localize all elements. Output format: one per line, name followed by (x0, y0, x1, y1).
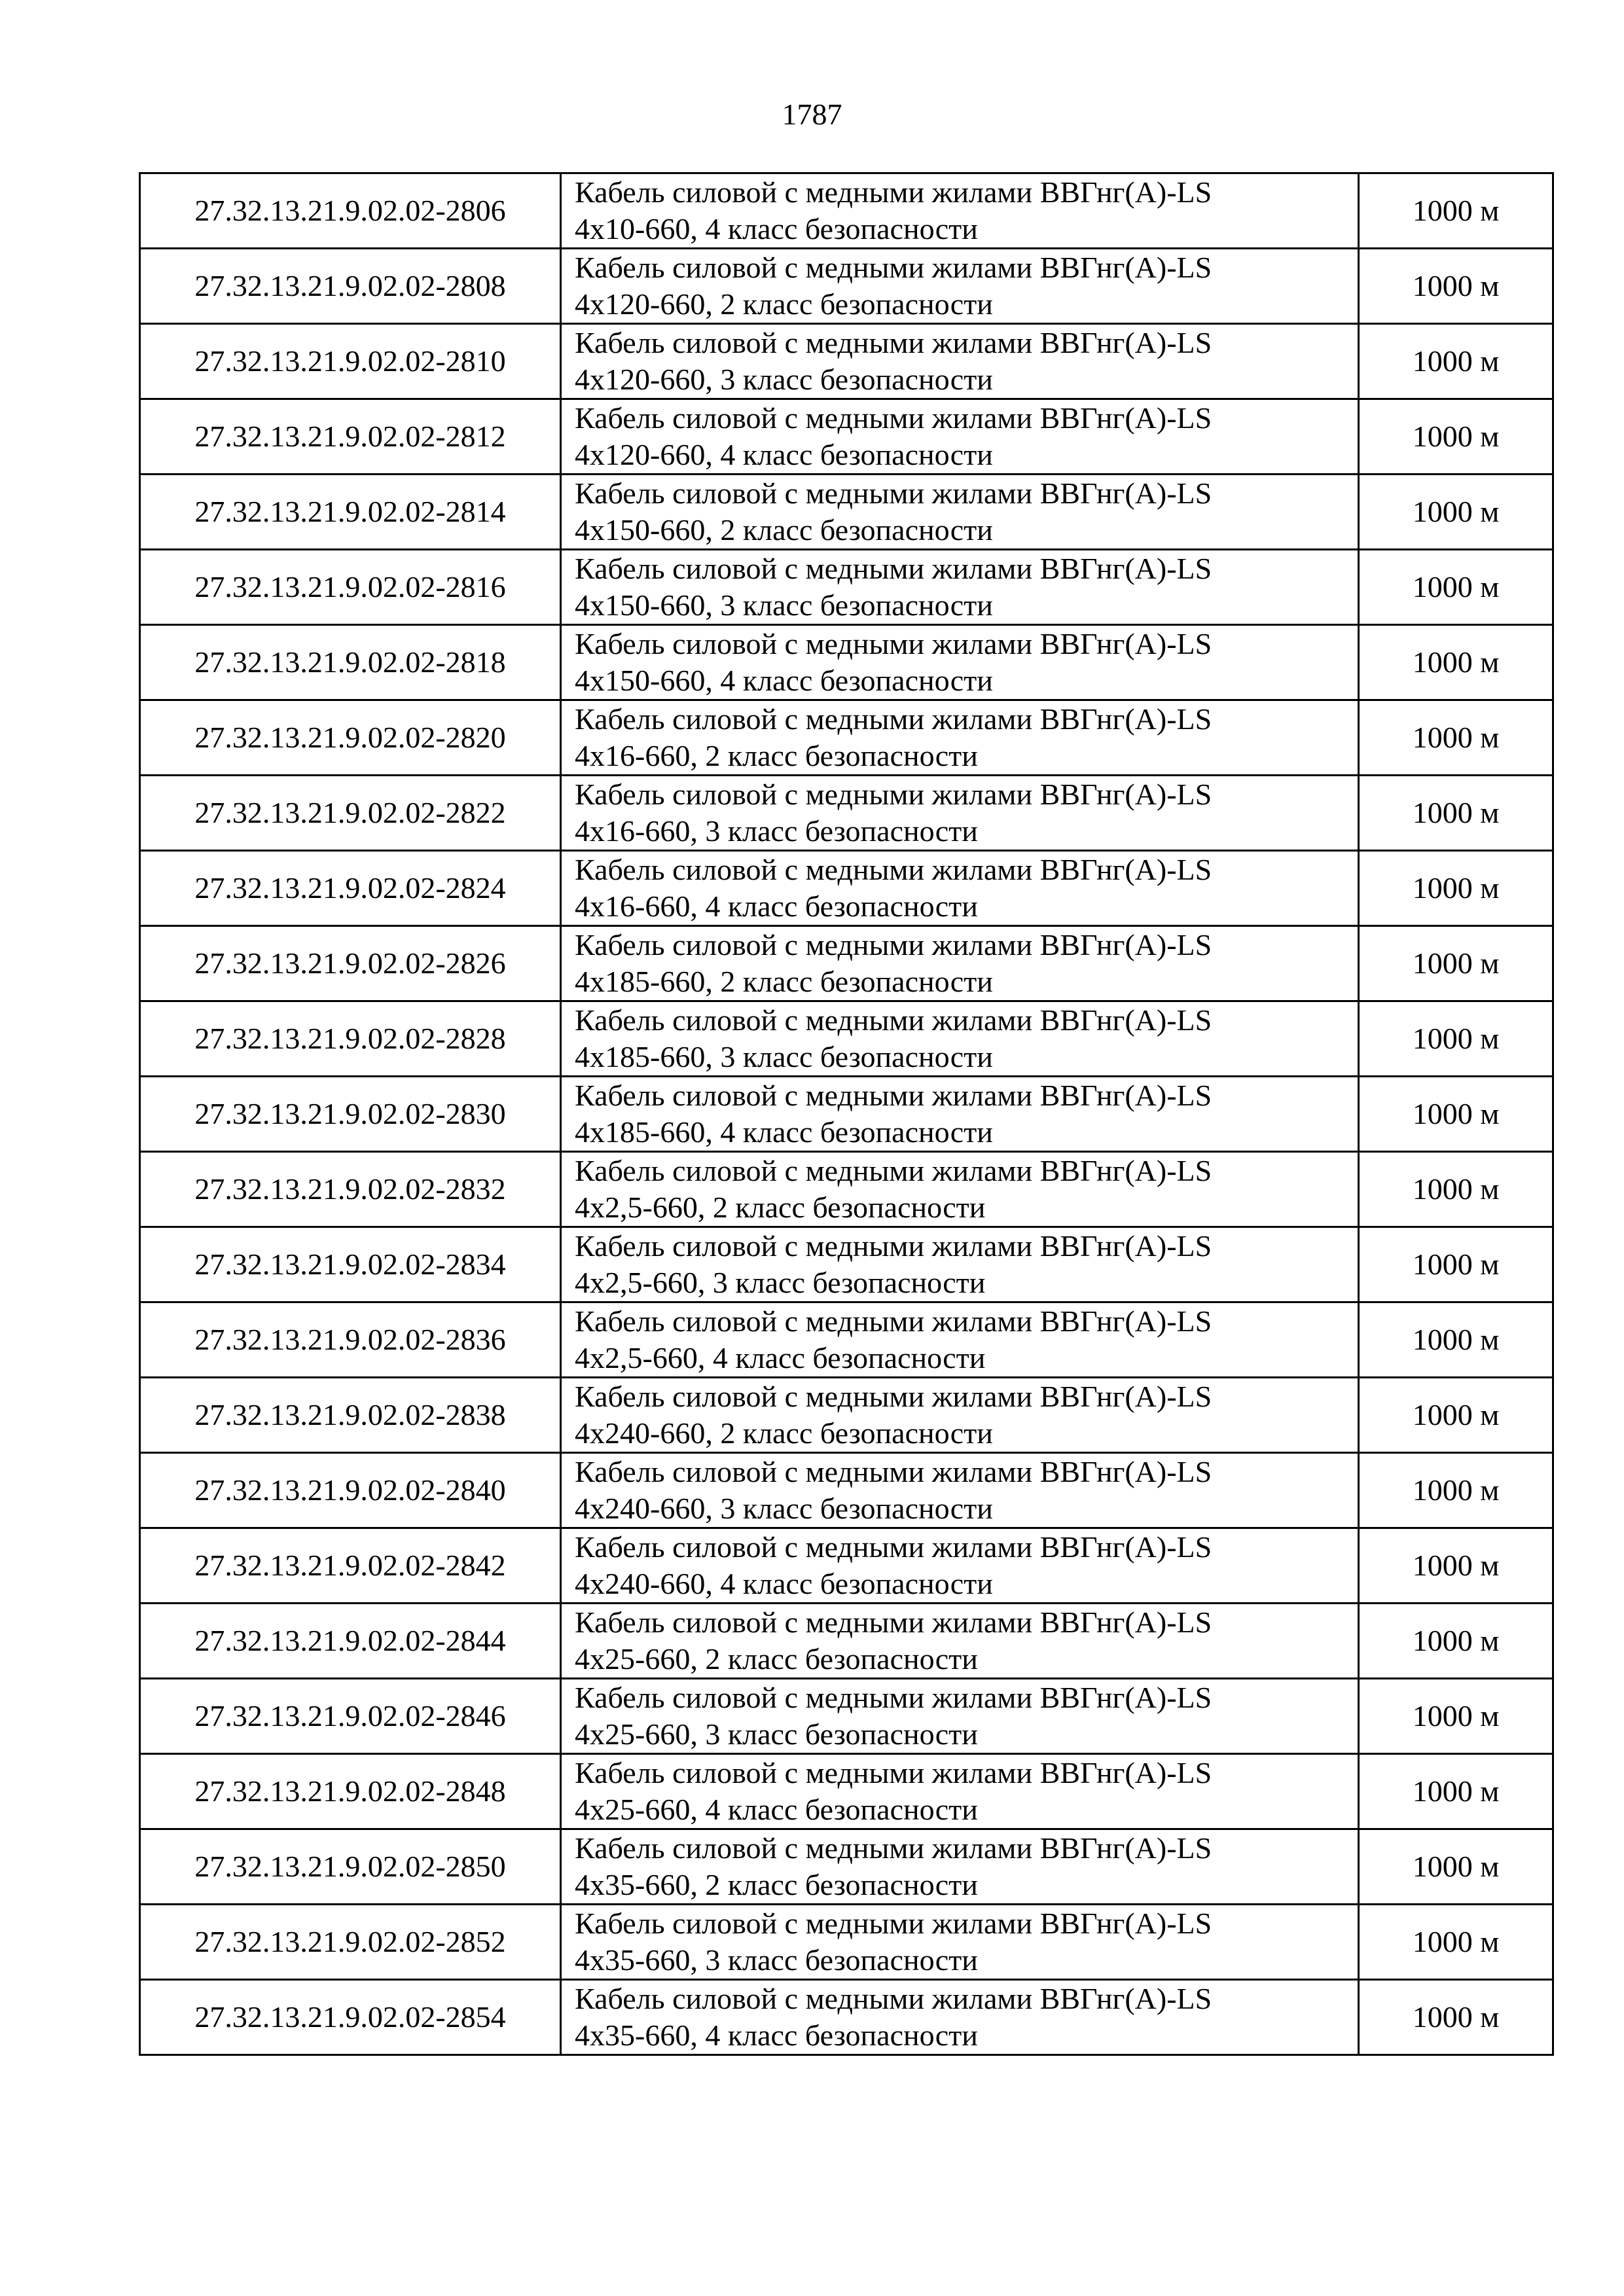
unit-cell: 1000 м (1359, 399, 1553, 475)
resource-code-cell: 27.32.13.21.9.02.02-2824 (140, 851, 561, 926)
resource-code-cell: 27.32.13.21.9.02.02-2848 (140, 1754, 561, 1829)
unit-cell: 1000 м (1359, 851, 1553, 926)
table-row (140, 249, 1553, 324)
resource-name-cell (561, 1905, 1359, 1980)
resource-code-cell: 27.32.13.21.9.02.02-2816 (140, 550, 561, 625)
resource-name-line-1: Кабель силовой с медными жилами ВВГнг(А)-LS (575, 1154, 1212, 1187)
unit-cell: 1000 м (1359, 1001, 1553, 1077)
unit-cell: 1000 м (1359, 1378, 1553, 1453)
resource-name-line-2: 4х2,5-660, 3 класс безопасности (575, 1266, 986, 1299)
table-body (140, 173, 1553, 2055)
resource-code-cell: 27.32.13.21.9.02.02-2842 (140, 1528, 561, 1604)
resource-name-cell (561, 550, 1359, 625)
resource-code-cell: 27.32.13.21.9.02.02-2806 (140, 173, 561, 249)
resource-name-line-1: Кабель силовой с медными жилами ВВГнг(А)-LS (575, 251, 1212, 284)
resource-code-cell: 27.32.13.21.9.02.02-2836 (140, 1302, 561, 1378)
table-row (140, 1378, 1553, 1453)
resource-name-line-1: Кабель силовой с медными жилами ВВГнг(А)-LS (575, 1681, 1212, 1714)
resource-code-cell: 27.32.13.21.9.02.02-2810 (140, 324, 561, 399)
resource-name-cell (561, 700, 1359, 776)
resource-name-cell (561, 1302, 1359, 1378)
unit-cell: 1000 м (1359, 1152, 1553, 1227)
resource-code-cell: 27.32.13.21.9.02.02-2818 (140, 625, 561, 700)
unit-cell: 1000 м (1359, 1754, 1553, 1829)
resource-name-line-1: Кабель силовой с медными жилами ВВГнг(А)-LS (575, 1455, 1212, 1488)
unit-cell: 1000 м (1359, 926, 1553, 1001)
table-row (140, 1528, 1553, 1604)
resource-code-cell: 27.32.13.21.9.02.02-2814 (140, 475, 561, 550)
unit-cell: 1000 м (1359, 1679, 1553, 1754)
resource-name-line-2: 4х185-660, 4 класс безопасности (575, 1115, 993, 1149)
resource-name-line-2: 4х150-660, 3 класс безопасности (575, 588, 993, 622)
unit-cell: 1000 м (1359, 1077, 1553, 1152)
resource-name-line-1: Кабель силовой с медными жилами ВВГнг(А)-LS (575, 1380, 1212, 1413)
resource-name-cell (561, 399, 1359, 475)
resource-name-line-2: 4х2,5-660, 4 класс безопасности (575, 1341, 986, 1374)
resource-name-line-2: 4х35-660, 4 класс безопасности (575, 2018, 978, 2052)
table-row (140, 1829, 1553, 1905)
table-row (140, 173, 1553, 249)
resource-name-line-1: Кабель силовой с медными жилами ВВГнг(А)-LS (575, 1003, 1212, 1037)
table-row (140, 550, 1553, 625)
table-row (140, 926, 1553, 1001)
resource-name-cell (561, 1829, 1359, 1905)
table-row (140, 1905, 1553, 1980)
resource-name-line-2: 4х10-660, 4 класс безопасности (575, 212, 978, 245)
resource-name-line-1: Кабель силовой с медными жилами ВВГнг(А)-LS (575, 1982, 1212, 2015)
resource-name-cell (561, 1453, 1359, 1528)
resource-name-cell (561, 1001, 1359, 1077)
unit-cell: 1000 м (1359, 1980, 1553, 2055)
resource-code-cell: 27.32.13.21.9.02.02-2832 (140, 1152, 561, 1227)
unit-cell: 1000 м (1359, 1302, 1553, 1378)
table-row (140, 1001, 1553, 1077)
table-row (140, 1679, 1553, 1754)
resource-name-line-1: Кабель силовой с медными жилами ВВГнг(А)-LS (575, 1756, 1212, 1789)
resource-name-line-2: 4х240-660, 2 класс безопасности (575, 1416, 993, 1450)
unit-cell: 1000 м (1359, 1905, 1553, 1980)
unit-cell: 1000 м (1359, 1453, 1553, 1528)
resource-name-cell (561, 1604, 1359, 1679)
resource-name-cell (561, 926, 1359, 1001)
resource-code-cell: 27.32.13.21.9.02.02-2850 (140, 1829, 561, 1905)
table-row (140, 1980, 1553, 2055)
table-row (140, 1302, 1553, 1378)
resource-name-line-2: 4х16-660, 2 класс безопасности (575, 739, 978, 772)
table-row (140, 1152, 1553, 1227)
resource-name-cell (561, 249, 1359, 324)
resource-code-cell: 27.32.13.21.9.02.02-2854 (140, 1980, 561, 2055)
resource-code-cell: 27.32.13.21.9.02.02-2826 (140, 926, 561, 1001)
resource-code-cell: 27.32.13.21.9.02.02-2820 (140, 700, 561, 776)
resource-name-line-2: 4х150-660, 2 класс безопасности (575, 513, 993, 547)
resource-name-cell (561, 173, 1359, 249)
unit-cell: 1000 м (1359, 1227, 1553, 1302)
unit-cell: 1000 м (1359, 1829, 1553, 1905)
resource-name-line-1: Кабель силовой с медными жилами ВВГнг(А)-LS (575, 401, 1212, 435)
resource-name-line-2: 4х120-660, 3 класс безопасности (575, 363, 993, 396)
resource-name-line-2: 4х16-660, 4 класс безопасности (575, 889, 978, 923)
unit-cell: 1000 м (1359, 173, 1553, 249)
resource-name-line-2: 4х120-660, 2 класс безопасности (575, 287, 993, 321)
resource-name-cell (561, 1227, 1359, 1302)
resource-name-line-1: Кабель силовой с медными жилами ВВГнг(А)-LS (575, 853, 1212, 886)
resource-name-line-2: 4х185-660, 3 класс безопасности (575, 1040, 993, 1073)
resource-name-cell (561, 1528, 1359, 1604)
resource-name-line-2: 4х240-660, 3 класс безопасности (575, 1492, 993, 1525)
table-row (140, 1453, 1553, 1528)
resource-code-cell: 27.32.13.21.9.02.02-2812 (140, 399, 561, 475)
resource-name-cell (561, 776, 1359, 851)
resource-code-cell: 27.32.13.21.9.02.02-2808 (140, 249, 561, 324)
resource-name-line-1: Кабель силовой с медными жилами ВВГнг(А)-LS (575, 627, 1212, 660)
resource-name-line-2: 4х25-660, 2 класс безопасности (575, 1642, 978, 1676)
table-row (140, 700, 1553, 776)
resource-name-line-2: 4х120-660, 4 класс безопасности (575, 438, 993, 471)
resource-name-line-2: 4х2,5-660, 2 класс безопасности (575, 1191, 986, 1224)
table-row (140, 776, 1553, 851)
unit-cell: 1000 м (1359, 625, 1553, 700)
resource-code-cell: 27.32.13.21.9.02.02-2828 (140, 1001, 561, 1077)
resource-name-cell (561, 1077, 1359, 1152)
resource-name-line-2: 4х25-660, 3 класс безопасности (575, 1717, 978, 1751)
resource-code-cell: 27.32.13.21.9.02.02-2852 (140, 1905, 561, 1980)
table-row (140, 851, 1553, 926)
unit-cell: 1000 м (1359, 324, 1553, 399)
table-row (140, 1077, 1553, 1152)
table-row (140, 1604, 1553, 1679)
resource-name-line-1: Кабель силовой с медными жилами ВВГнг(А)-LS (575, 476, 1212, 510)
resource-name-cell (561, 1754, 1359, 1829)
resource-name-line-2: 4х185-660, 2 класс безопасности (575, 965, 993, 998)
resource-code-cell: 27.32.13.21.9.02.02-2846 (140, 1679, 561, 1754)
resource-name-line-1: Кабель силовой с медными жилами ВВГнг(А)-LS (575, 1530, 1212, 1564)
unit-cell: 1000 м (1359, 700, 1553, 776)
resource-name-cell (561, 475, 1359, 550)
resource-name-cell (561, 1679, 1359, 1754)
resource-name-cell (561, 324, 1359, 399)
unit-cell: 1000 м (1359, 475, 1553, 550)
table-row (140, 324, 1553, 399)
table-row (140, 1754, 1553, 1829)
resource-name-line-1: Кабель силовой с медными жилами ВВГнг(А)-LS (575, 175, 1212, 209)
table-row (140, 399, 1553, 475)
resource-name-line-2: 4х35-660, 2 класс безопасности (575, 1868, 978, 1901)
resource-name-line-1: Кабель силовой с медными жилами ВВГнг(А)-LS (575, 1229, 1212, 1263)
resource-name-line-1: Кабель силовой с медными жилами ВВГнг(А)-LS (575, 1079, 1212, 1112)
unit-cell: 1000 м (1359, 249, 1553, 324)
resource-name-line-2: 4х240-660, 4 класс безопасности (575, 1567, 993, 1600)
resource-code-cell: 27.32.13.21.9.02.02-2838 (140, 1378, 561, 1453)
resource-code-cell: 27.32.13.21.9.02.02-2840 (140, 1453, 561, 1528)
table-row (140, 1227, 1553, 1302)
page-number: 1787 (782, 98, 842, 131)
resource-name-line-1: Кабель силовой с медными жилами ВВГнг(А)-LS (575, 1831, 1212, 1865)
resource-name-line-2: 4х25-660, 4 класс безопасности (575, 1793, 978, 1826)
unit-cell: 1000 м (1359, 776, 1553, 851)
table-row (140, 625, 1553, 700)
resource-name-cell (561, 1378, 1359, 1453)
unit-cell: 1000 м (1359, 1604, 1553, 1679)
resource-name-line-1: Кабель силовой с медными жилами ВВГнг(А)-LS (575, 1907, 1212, 1940)
resource-name-cell (561, 851, 1359, 926)
resource-name-line-1: Кабель силовой с медными жилами ВВГнг(А)-LS (575, 326, 1212, 359)
resource-table (139, 172, 1554, 2056)
resource-code-cell: 27.32.13.21.9.02.02-2844 (140, 1604, 561, 1679)
resource-name-line-1: Кабель силовой с медными жилами ВВГнг(А)-LS (575, 1605, 1212, 1639)
resource-name-line-2: 4х16-660, 3 класс безопасности (575, 814, 978, 848)
resource-name-line-2: 4х35-660, 3 класс безопасности (575, 1943, 978, 1977)
resource-name-cell (561, 625, 1359, 700)
resource-name-line-2: 4х150-660, 4 класс безопасности (575, 664, 993, 697)
unit-cell: 1000 м (1359, 550, 1553, 625)
resource-code-cell: 27.32.13.21.9.02.02-2834 (140, 1227, 561, 1302)
resource-name-line-1: Кабель силовой с медными жилами ВВГнг(А)-LS (575, 778, 1212, 811)
resource-name-line-1: Кабель силовой с медными жилами ВВГнг(А)-LS (575, 552, 1212, 585)
resource-name-line-1: Кабель силовой с медными жилами ВВГнг(А)-LS (575, 928, 1212, 961)
resource-name-line-1: Кабель силовой с медными жилами ВВГнг(А)-LS (575, 702, 1212, 736)
resource-name-cell (561, 1980, 1359, 2055)
resource-name-line-1: Кабель силовой с медными жилами ВВГнг(А)-LS (575, 1304, 1212, 1338)
resource-code-cell: 27.32.13.21.9.02.02-2822 (140, 776, 561, 851)
unit-cell: 1000 м (1359, 1528, 1553, 1604)
table-row (140, 475, 1553, 550)
resource-name-cell (561, 1152, 1359, 1227)
resource-code-cell: 27.32.13.21.9.02.02-2830 (140, 1077, 561, 1152)
